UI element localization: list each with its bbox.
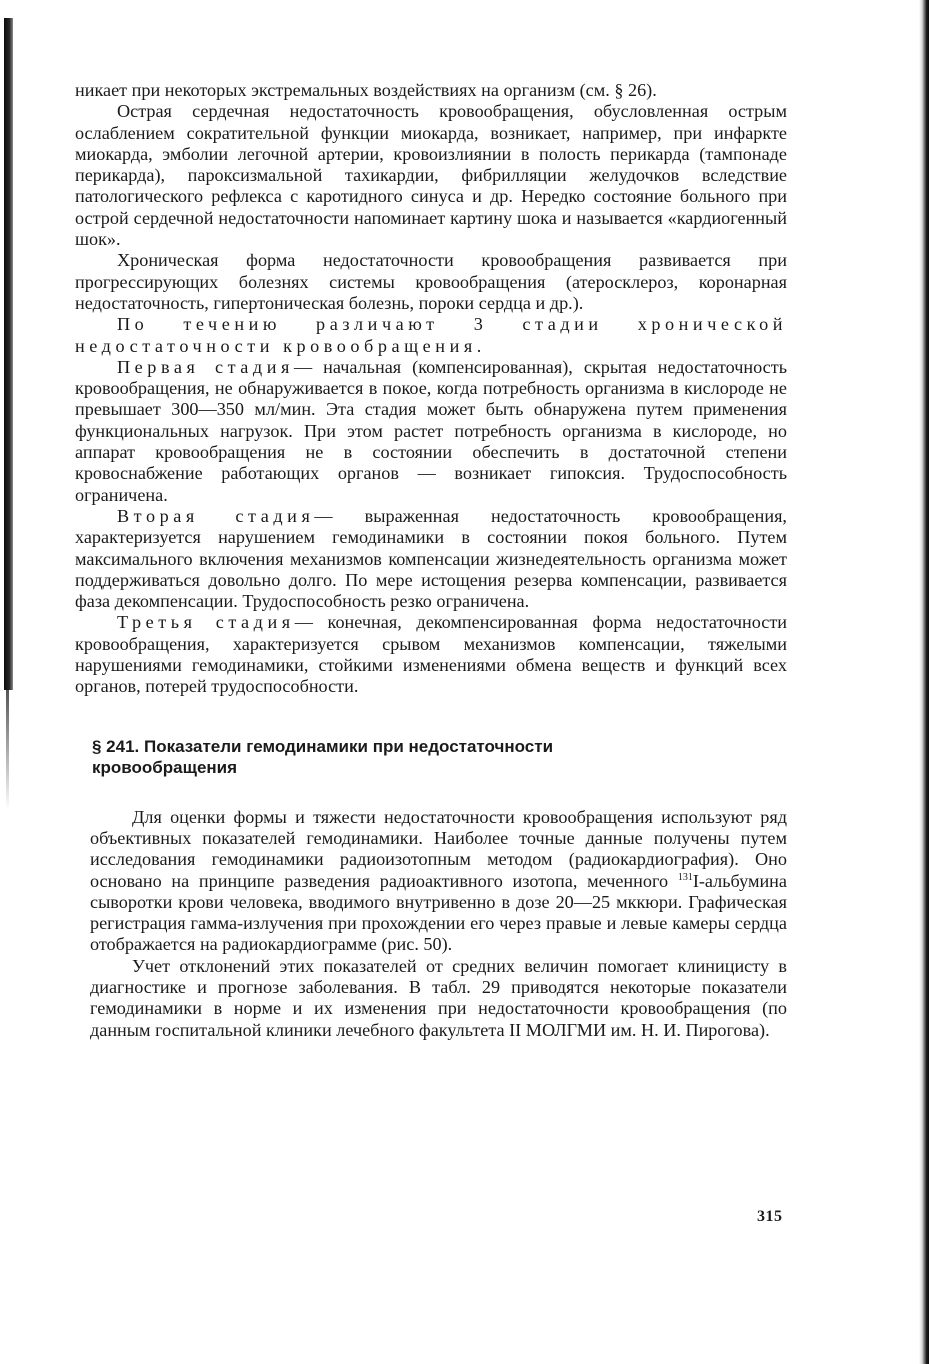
stage-3-term: Третья стадия	[117, 612, 295, 633]
section-heading-line-2: кровообращения	[92, 757, 238, 777]
paragraph-chronic-failure: Хроническая форма недостаточности кровообращения развивается при прогрессирующих болезнях системы кровообращения (атеросклероз, коронарная недостаточность, гипертоническая болезнь, пороки сердца и др.).	[75, 250, 787, 313]
section-body	[90, 807, 787, 1041]
stage-1-text: — начальная (компенсированная), скрытая недостаточность кровообращения, не обнаруживается в покое, когда потребность организма в кислороде не превышает 300—350 мл/мин. Эта стадия может быть обнаружена путем применения функциональных нагрузок. При этом растет потребность организма в кислороде, но аппарат кровообращения не в состоянии обеспечить в достаточной степени кровоснабжение работающих органов — возникает гипоксия. Трудоспособность ограничена.	[75, 356, 787, 505]
section-heading	[92, 736, 787, 778]
stage-1-term: Первая стадия	[117, 356, 294, 377]
section-heading-line-1: § 241. Показатели гемодинамики при недостаточности	[92, 736, 554, 756]
isotope-mass-superscript: 131	[677, 871, 693, 883]
assessment-text-a: Для оценки формы и тяжести недостаточности кровообращения используют ряд объективных показателей гемодинамики. Наиболее точные данные получены путем исследования гемодинамики радиоизотопным методом (радиокардиография). Оно основано на принципе разведения радиоактивного изотопа, меченного	[90, 806, 787, 891]
stage-3-text: — конечная, декомпенсированная форма недостаточности кровообращения, характеризуется срывом механизмов компенсации, тяжелыми нарушениями гемодинамики, стойкими изменениями обмена веществ и функций всех органов, потерей трудоспособности.	[75, 612, 788, 697]
paragraph-stage-3	[75, 612, 787, 697]
paragraph-acute-failure: Острая сердечная недостаточность кровообращения, обусловленная острым ослаблением сократительной функции миокарда, возникает, например, при инфаркте миокарда, эмболии легочной артерии, кровоизлиянии в полость перикарда (тампонаде перикарда), пароксизмальной тахикардии, фибрилляции желудочков вследствие патологического рефлекса с каротидного синуса и др. Нередко состояние больного при острой сердечной недостаточности напоминает картину шока и называется «кардиогенный шок».	[75, 101, 787, 250]
assessment-text-b: I-альбумина сыворотки крови человека, вводимого внутривенно в дозе 20—25 мккюри. Графическая регистрация гамма-излучения при прохождении его через правые и левые камеры сердца отображается на радиокардиограмме (рис. 50).	[90, 870, 787, 955]
paragraph-stage-1	[75, 357, 787, 506]
text-column	[75, 80, 787, 1041]
paragraph-stage-2	[75, 506, 787, 612]
stage-2-text: — выраженная недостаточность кровообращения, характеризуется нарушением гемодинамики в состоянии покоя больного. Путем максимального включения механизмов компенсации жизнедеятельность организма может поддерживаться довольно долго. По мере истощения резерва компенсации, развивается фаза декомпенсации. Трудоспособность резко ограничена.	[75, 505, 787, 612]
page-number: 315	[757, 1208, 783, 1225]
binding-shadow-lower	[6, 690, 9, 810]
paragraph-clinical-use: Учет отклонений этих показателей от средних величин помогает клиницисту в диагностике и прогнозе заболевания. В табл. 29 приводятся некоторые показатели гемодинамики в норме и их изменения при недостаточности кровообращения (по данным госпитальной клиники лечебного факультета II МОЛГМИ им. Н. И. Пирогова).	[90, 955, 787, 1040]
paragraph-continuation: никает при некоторых экстремальных воздействиях на организм (см. § 26).	[75, 80, 657, 100]
paragraph-stages-intro: По течению различают 3 стадии хронической недостаточности кровообращения.	[75, 314, 787, 356]
page-edge-shadow	[919, 0, 929, 1364]
binding-shadow	[4, 18, 13, 690]
paragraph-assessment	[90, 807, 787, 956]
stage-2-term: Вторая стадия	[117, 505, 315, 526]
